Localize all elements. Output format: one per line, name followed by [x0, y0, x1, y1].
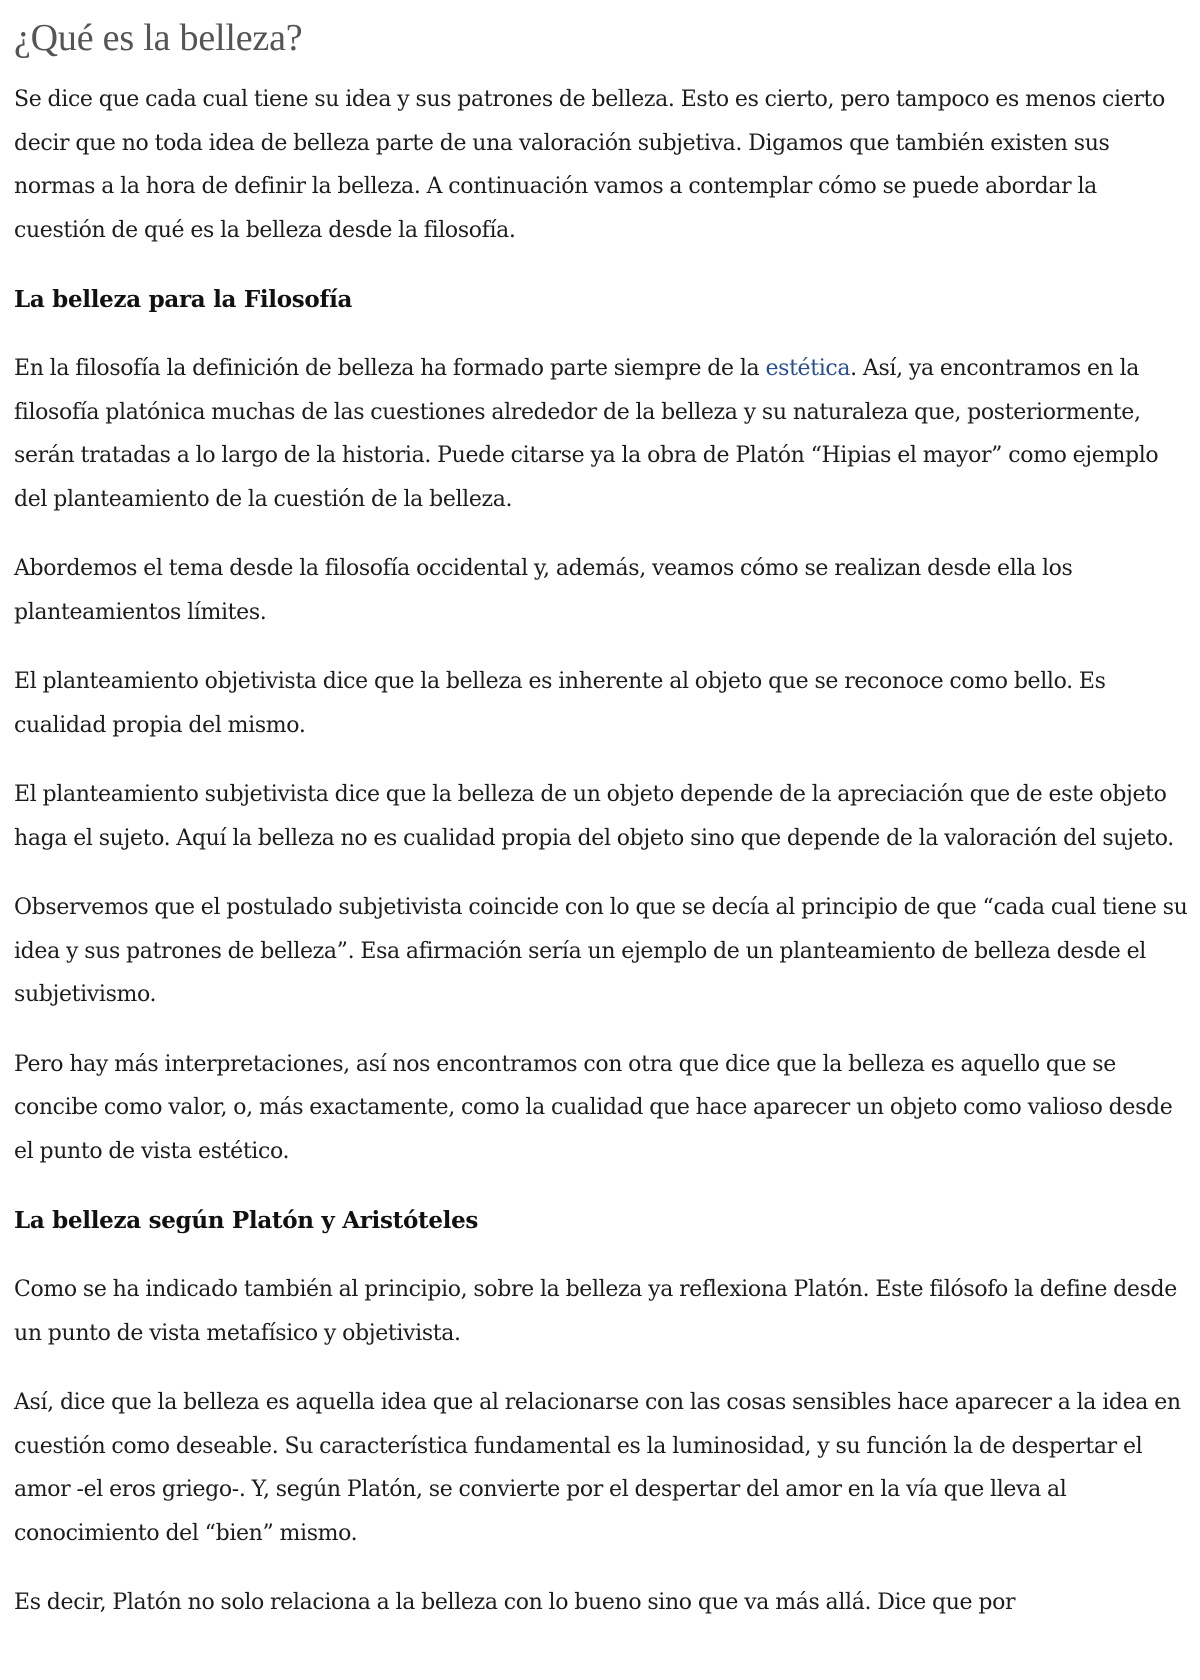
- paragraph-occidental: Abordemos el tema desde la filosofía occidental y, además, veamos cómo se realizan desde ella los planteamientos límites.: [14, 556, 1073, 625]
- heading-platon-aristoteles: La belleza según Platón y Aristóteles: [14, 1207, 479, 1234]
- paragraph-text: . Así, ya encontramos en la filosofía platónica muchas de las cuestiones alrededor de la belleza y su naturaleza que, posteriormente, serán tratadas a lo largo de la historia. Puede citarse ya la obra de Platón “Hipias el mayor” como ejemplo del planteamiento de la cuestión de la belleza.: [14, 356, 1159, 512]
- paragraph-interpretaciones: Pero hay más interpretaciones, así nos encontramos con otra que dice que la belleza es aquello que se concibe como valor, o, más exactamente, como la cualidad que hace aparecer un objeto como valioso desde el punto de vista estético.: [14, 1051, 1173, 1164]
- paragraph-intro: Se dice que cada cual tiene su idea y sus patrones de belleza. Esto es cierto, pero tampoco es menos cierto decir que no toda idea de belleza parte de una valoración subjetiva. Digamos que también existen sus normas a la hora de definir la belleza. A continuación vamos a contemplar cómo se puede abordar la cuestión de qué es la belleza desde la filosofía.: [14, 87, 1165, 243]
- paragraph-subjetivista: El planteamiento subjetivista dice que la belleza de un objeto depende de la apreciación que de este objeto haga el sujeto. Aquí la belleza no es cualidad propia del objeto sino que depende de la valoración del sujeto.: [14, 782, 1174, 851]
- paragraph-text: En la filosofía la definición de belleza ha formado parte siempre de la: [14, 356, 766, 381]
- heading-belleza-filosofia: La belleza para la Filosofía: [14, 286, 353, 313]
- paragraph-platon-idea: Así, dice que la belleza es aquella idea que al relacionarse con las cosas sensibles hace aparecer a la idea en cuestión como deseable. Su característica fundamental es la luminosidad, y su función la de despertar el amor -el eros griego-. Y, según Platón, se convierte por el despertar del amor en la vía que lleva al conocimiento del “bien” mismo.: [14, 1390, 1181, 1546]
- paragraph-observemos: Observemos que el postulado subjetivista coincide con lo que se decía al principio de que “cada cual tiene su idea y sus patrones de belleza”. Esa afirmación sería un ejemplo de un planteamiento de belleza desde el subjetivismo.: [14, 895, 1188, 1007]
- paragraph-platon-intro: Como se ha indicado también al principio, sobre la belleza ya reflexiona Platón. Este filósofo la define desde un punto de vista metafísico y objetivista.: [14, 1277, 1177, 1346]
- page-title: ¿Qué es la belleza?: [14, 17, 303, 59]
- estetica-link[interactable]: estética: [765, 356, 851, 381]
- paragraph-estetica: [14, 347, 1188, 521]
- paragraph-objetivista: El planteamiento objetivista dice que la belleza es inherente al objeto que se reconoce como bello. Es cualidad propia del mismo.: [14, 669, 1106, 738]
- paragraph-platon-bueno: Es decir, Platón no solo relaciona a la belleza con lo bueno sino que va más allá. Dice que por: [14, 1590, 1016, 1615]
